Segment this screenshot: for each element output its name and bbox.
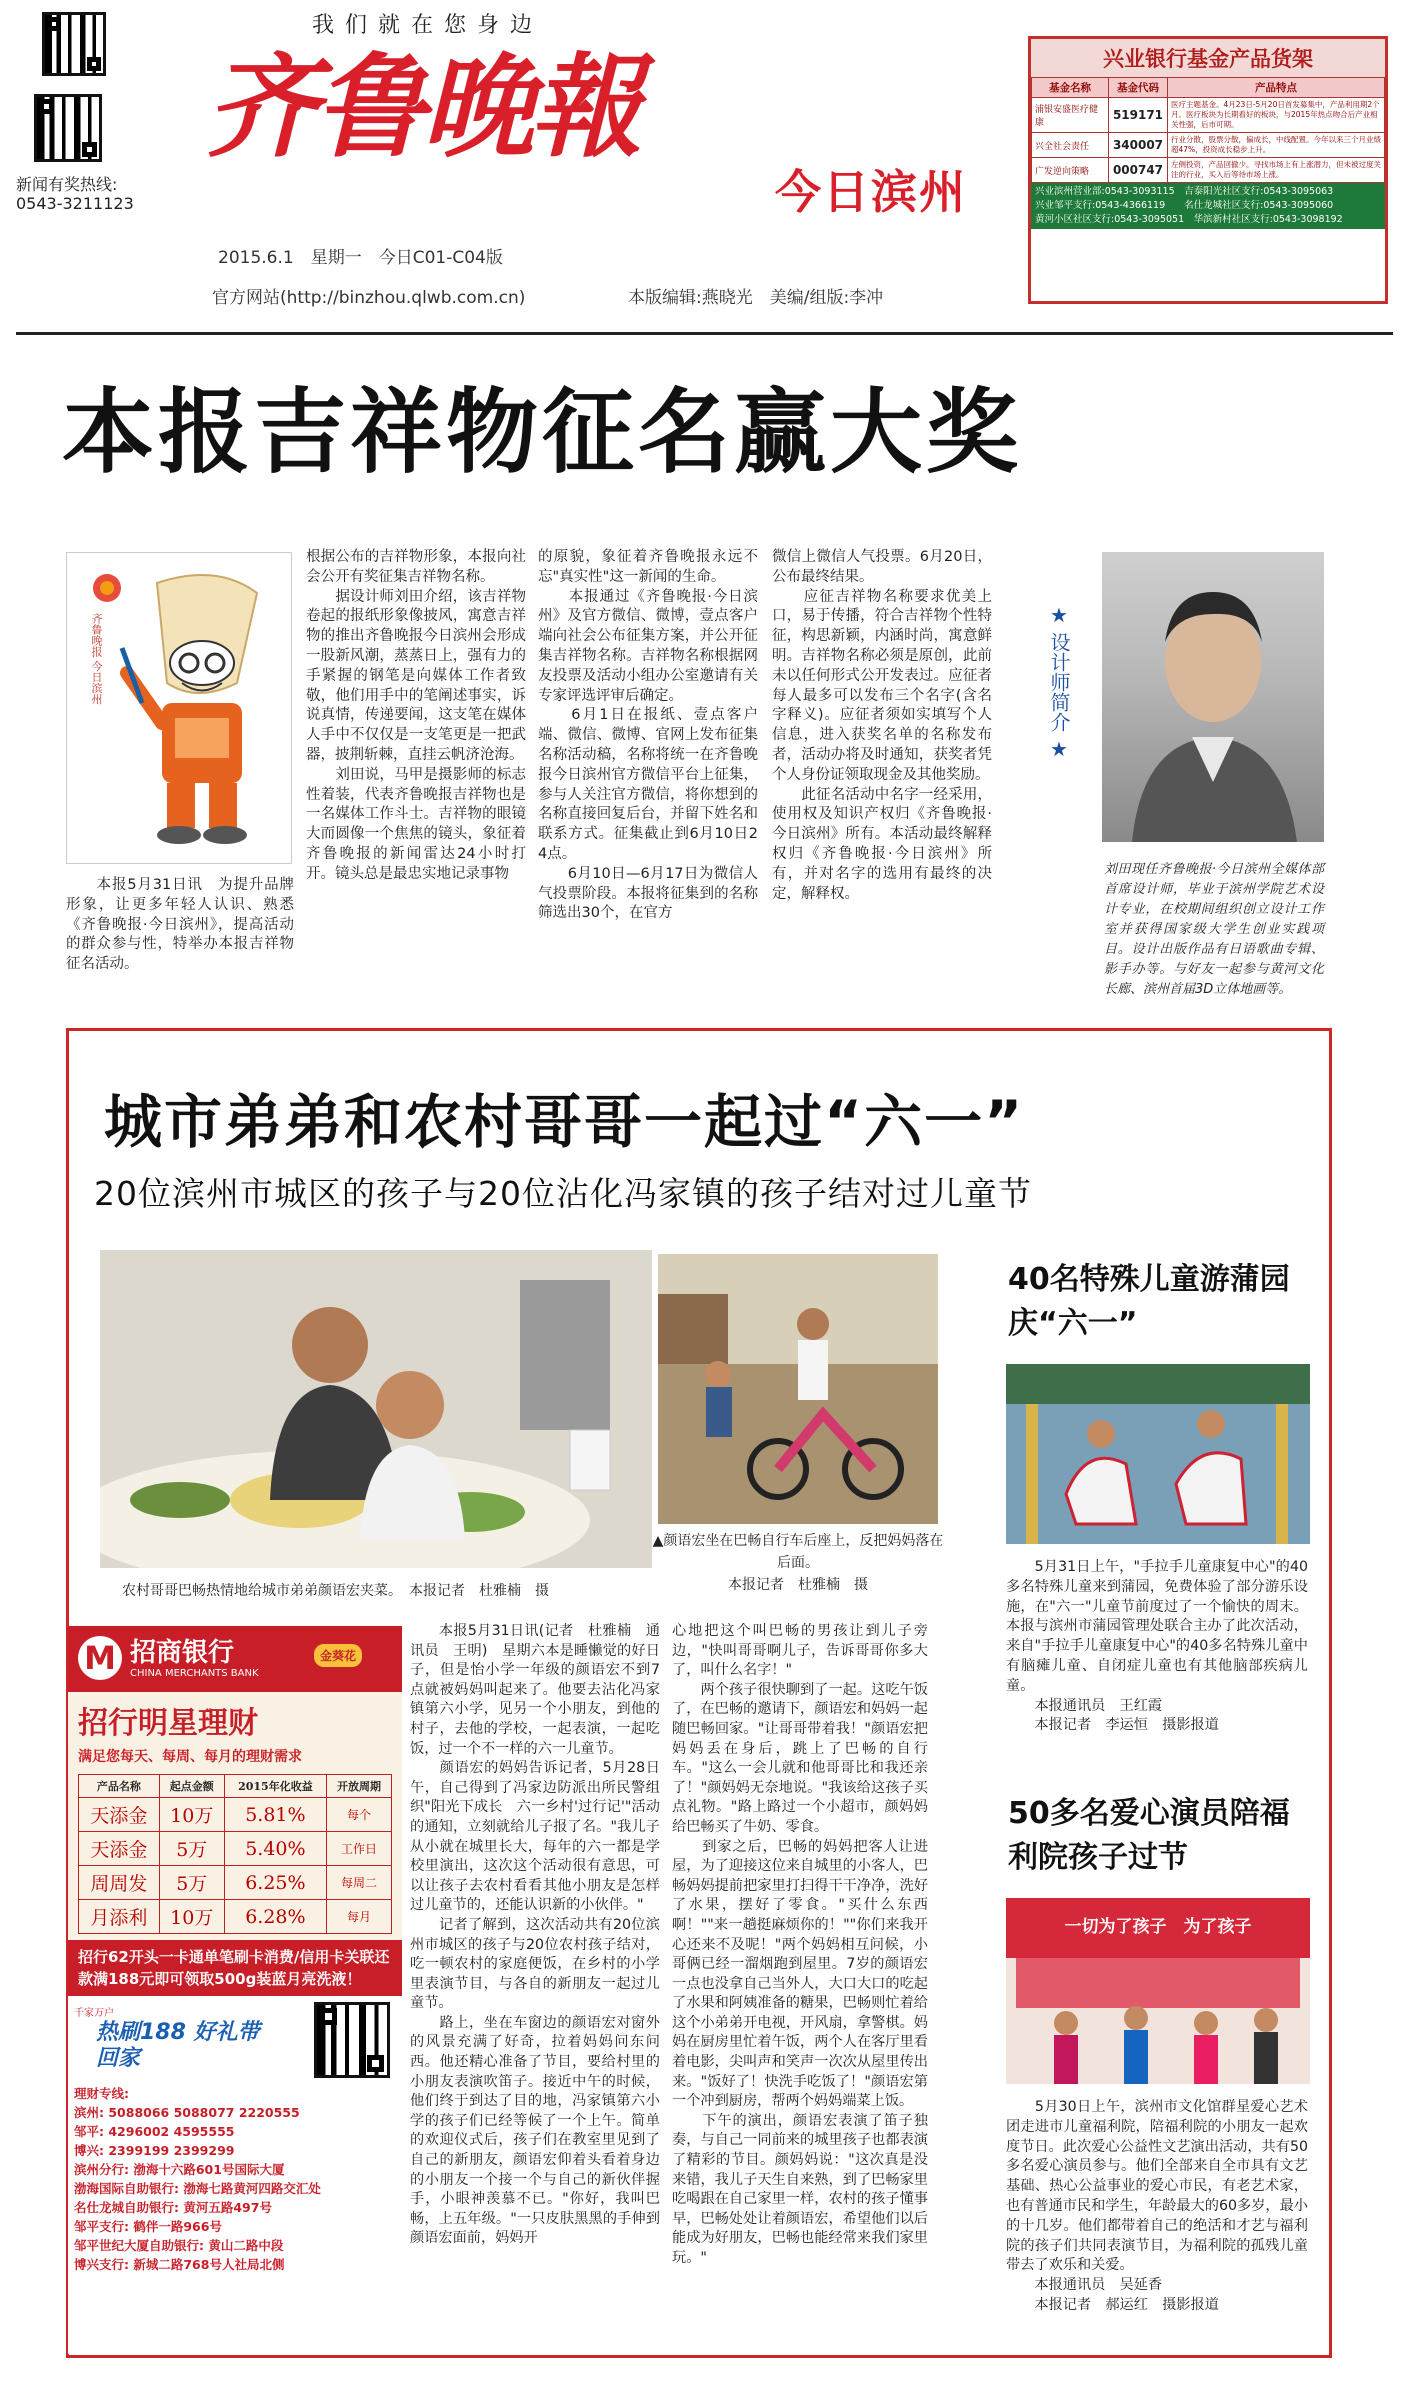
cmb-bank-name: 招商银行 xyxy=(130,1638,235,1668)
photo2-caption: ▲颜语宏坐在巴畅自行车后座上，反把妈妈落在后面。 本报记者 杜雅楠 摄 xyxy=(652,1533,944,1593)
designer-figure xyxy=(1102,552,1324,842)
table-row xyxy=(79,1832,392,1866)
designer-label: 设计师简介 xyxy=(1047,632,1071,732)
newspaper-logo: 齐鲁晚報 xyxy=(206,42,638,173)
contact-line: 邹平: 4296002 4595555 xyxy=(74,2124,235,2139)
subheadline-children: 20位滨州市城区的孩子与20位沾化冯家镇的孩子结对过儿童节 xyxy=(94,1174,1032,1213)
bank-branches xyxy=(1031,183,1385,229)
cmb-yield: 6.25% xyxy=(224,1866,326,1900)
cmb-period: 工作日 xyxy=(327,1832,392,1866)
sidebar2-headline: 50多名爱心演员陪福利院孩子过节 xyxy=(1008,1796,1290,1875)
cmb-header-name: 产品名称 xyxy=(79,1775,160,1798)
photo-kids-eating xyxy=(100,1250,652,1568)
table-row xyxy=(79,1900,392,1934)
contact-line: 邹平支行: 鹤伴一路966号 xyxy=(74,2219,222,2234)
table-row xyxy=(79,1798,392,1832)
branch-line: 兴业滨州营业部:0543-3093115 吉泰阳光社区支行:0543-3095063 xyxy=(1035,186,1334,197)
headline-children: 城市弟弟和农村哥哥一起过“六一” xyxy=(104,1088,1025,1156)
contact-line: 渤海国际自助银行: 渤海七路黄河四路交汇处 xyxy=(74,2181,321,2196)
bank-ad-title: 兴业银行基金产品货架 xyxy=(1031,39,1385,77)
qr-code-bottom xyxy=(34,94,102,162)
cmb-product-table xyxy=(78,1774,392,1934)
star-icon: ★ xyxy=(1050,737,1068,761)
sidebar1-headline: 40名特殊儿童游蒲园庆“六一” xyxy=(1008,1262,1290,1341)
fund-row xyxy=(1032,98,1385,133)
cmb-product: 周周发 xyxy=(79,1866,160,1900)
headline-mascot: 本报吉祥物征名赢大奖 xyxy=(62,379,1023,486)
fund-code: 000747 xyxy=(1109,158,1168,183)
story1-col2: 的原貌，象征着齐鲁晚报永远不忘"真实性"这一新闻的生命。 本报通过《齐鲁晚报·今日滨州》及官方微信、微博，壹点客户端向社会公布征集方案，并公开征集吉祥物名称。吉祥物名称根据网友投票及活动小组办公室邀请有关专家评选评审后确定。 6月1日在报纸、壹点客户端、微信、微博、官网上发布征集名称活动稿，名称将统一在齐鲁晚报今日滨州官方微信平台上征集，参与人关注官方微信，将你想到的名称直接回复后台，并留下姓名和联系方式。征集截止到6月10日24点。 6月10日—6月17日为微信人气投票阶段。本报将征集到的名称筛选出30个，在官方 xyxy=(538,549,758,922)
designer-photo xyxy=(1102,552,1324,842)
editors-line: 本版编辑:燕晓光 美编/组版:李冲 xyxy=(628,288,884,308)
contact-line: 理财专线: xyxy=(74,2086,129,2101)
fund-name: 广发逆向策略 xyxy=(1032,158,1109,183)
cmb-yield: 5.81% xyxy=(224,1798,326,1832)
hotline-label: 新闻有奖热线: xyxy=(16,175,118,194)
cmb-header-yield: 2015年化收益 xyxy=(224,1775,326,1798)
cmb-amount: 10万 xyxy=(159,1900,224,1934)
story2-col1: 本报5月31日讯(记者 杜雅楠 通讯员 王明) 星期六本是睡懒觉的好日子，但是怡小学一年级的颜语宏不到7点就被妈妈叫起来了。他要去沾化冯家镇第六小学，见另一个小朋友，到他的村子，去他的学校，一起表演，一起吃饭，过一个不一样的六一儿童节。 颜语宏的妈妈告诉记者，5月28日午，自己得到了冯家边防派出所民警组织"阳光下成长 六一乡村'过行记'"活动的通知，立刻就给儿子报了名。"我儿子从小就在城里长大，每年的六一都是学校里演出，这次这个活动很有意思，可以让孩子去农村看看其他小朋友是怎样过儿童节的，还能认识新的小伙伴。" 记者了解到，这次活动共有20位滨州市城区的孩子与20位农村孩子结对，吃一顿农村的家庭便饭，在乡村的小学里表演节目，与各自的新朋友一起过儿童节。 路上，坐在车窗边的颜语宏对窗外的风景充满了好奇，拉着妈妈问东问西。他还精心准备了节目，要给村里的小朋友表演吹笛子。接近中午的时候，他们终于到达了目的地，冯家镇第六小学的孩子们已经等候了一个上午。简单的欢迎仪式后，孩子们在教室里见到了自己的新朋友，颜语宏仰着头看着身边的小朋友一个接一个与自己的新伙伴握手，小眼神羡慕不已。"你好，我叫巴畅，上五年级。"一只皮肤黑黑的手伸到颜语宏面前，妈妈开 xyxy=(410,1623,660,2247)
fund-table xyxy=(1031,77,1385,183)
story1-lead: 本报5月31日讯 为提升品牌形象，让更多年轻人认识、熟悉《齐鲁晚报·今日滨州》，提高活动的群众参与性，特举办本报吉祥物征名活动。 xyxy=(66,877,294,973)
photo-bicycle xyxy=(658,1254,938,1524)
bicycle-scene xyxy=(658,1254,938,1524)
fund-code: 519171 xyxy=(1109,98,1168,133)
designer-bio: 刘田现任齐鲁晚报·今日滨州全媒体部首席设计师，毕业于滨州学院艺术设计专业，在校期间组织创立设计工作室并获得国家级大学生创业实践项目。设计出版作品有日语歌曲专辑、影手办等。与好友一起参与黄河文化长廊、滨州首届3D立体地画等。 xyxy=(1104,862,1324,997)
kids-eating-scene xyxy=(100,1250,652,1568)
branch-line: 兴业邹平支行:0543-4366119 名仕龙城社区支行:0543-3095060 xyxy=(1035,200,1334,211)
qr-code-top xyxy=(42,12,106,76)
fund-name: 浦银安盛医疗健康 xyxy=(1032,98,1109,133)
fund-desc: 行业分散，股票分散，偏成长，中线配置。今年以来三个月业绩超47%，投资成长稳步上升。 xyxy=(1168,133,1385,158)
contact-line: 博兴支行: 新城二路768号人社局北侧 xyxy=(74,2257,285,2272)
cmb-product: 天添金 xyxy=(79,1832,160,1866)
sunflower-badge: 金葵花 xyxy=(314,1644,362,1667)
cmb-card-text: 热刷188 好礼带回家 xyxy=(96,2020,260,2071)
cmb-logo-icon: M xyxy=(78,1636,122,1680)
masthead-divider xyxy=(16,332,1393,335)
cmb-amount: 5万 xyxy=(159,1832,224,1866)
cmb-product: 月添利 xyxy=(79,1900,160,1934)
table-row xyxy=(79,1866,392,1900)
fund-header-name: 基金名称 xyxy=(1032,78,1109,98)
star-icon: ★ xyxy=(1050,603,1068,627)
contact-line: 邹平世纪大厦自助银行: 黄山二路中段 xyxy=(74,2238,284,2253)
cmb-ad-title: 招行明星理财 xyxy=(78,1706,258,1741)
contact-line: 博兴: 2399199 2399299 xyxy=(74,2143,235,2158)
mascot-logo-text: 齐鲁晚报 今日滨州 xyxy=(90,613,103,705)
cmb-card-tag: 千家万户 xyxy=(74,2008,114,2019)
fund-code: 340007 xyxy=(1109,133,1168,158)
cmb-yield: 6.28% xyxy=(224,1900,326,1934)
cmb-ad-body xyxy=(68,1692,402,1940)
edition-name: 今日滨州 xyxy=(775,165,967,219)
carousel-scene xyxy=(1006,1364,1310,1544)
mascot-figure xyxy=(67,553,291,863)
website-link[interactable]: 官方网站(http://binzhou.qlwb.com.cn) xyxy=(212,288,526,308)
cmb-period: 每月 xyxy=(327,1900,392,1934)
date-line: 2015.6.1 星期一 今日C01-C04版 xyxy=(218,248,503,268)
cmb-amount: 10万 xyxy=(159,1798,224,1832)
contact-line: 滨州: 5088066 5088077 2220555 xyxy=(74,2105,300,2120)
mascot-image xyxy=(66,552,292,864)
photo-performers xyxy=(1006,1898,1310,2084)
cmb-ad-header xyxy=(68,1626,402,1692)
sidebar2-body: 5月30日上午，滨州市文化馆群星爱心艺术团走进市儿童福利院，陪福利院的小朋友一起欢度节日。此次爱心公益性文艺演出活动，共有50多名爱心演员参与。他们全部来自全市具有文艺基础、热心公益事业的爱心市民，有老艺术家，也有普通市民和学生，年龄最大的60多岁，最小的十几岁。他们都带着自己的绝活和才艺与福利院的孩子们共同表演节目，为福利院的孤残儿童带去了欢乐和关爱。 本报通讯员 吴延香 本报记者 郝运红 摄影报道 xyxy=(1006,2099,1308,2313)
cmb-yield: 5.40% xyxy=(224,1832,326,1866)
cmb-contacts xyxy=(68,2082,402,2276)
branch-line: 黄河小区社区支行:0543-3095051 华滨新村社区支行:0543-3098192 xyxy=(1035,214,1343,225)
cmb-bank-en: CHINA MERCHANTS BANK xyxy=(130,1668,259,1679)
cmb-header-period: 开放周期 xyxy=(327,1775,392,1798)
bank-fund-ad xyxy=(1028,36,1388,304)
photo1-caption: 农村哥哥巴畅热情地给城市弟弟颜语宏夹菜。 本报记者 杜雅楠 摄 xyxy=(122,1583,549,1599)
cmb-amount: 5万 xyxy=(159,1866,224,1900)
contact-line: 滨州分行: 渤海十六路601号国际大厦 xyxy=(74,2162,285,2177)
cmb-header-amount: 起点金额 xyxy=(159,1775,224,1798)
cmb-card-banner xyxy=(68,1996,402,2082)
fund-desc: 医疗主题基金。4月23日-5月20日首发募集中，产品利用期2个月。医疗板块为长期看好的板块，与2015年热点吻合后产业相关性强，后市可期。 xyxy=(1168,98,1385,133)
cmb-period: 每周二 xyxy=(327,1866,392,1900)
cmb-promo: 招行62开头一卡通单笔刷卡消费/信用卡关联还款满188元即可领取500g装蓝月亮洗液！ xyxy=(68,1940,402,1996)
fund-name: 兴全社会责任 xyxy=(1032,133,1109,158)
hotline xyxy=(16,175,134,213)
cmb-ad-subtitle: 满足您每天、每周、每月的理财需求 xyxy=(78,1749,302,1765)
photo-carousel xyxy=(1006,1364,1310,1544)
slogan: 我 们 就 在 您 身 边 xyxy=(312,13,534,38)
sidebar1-body: 5月31日上午，"手拉手儿童康复中心"的40多名特殊儿童来到蒲园，免费体验了部分游乐设施，在"六一"儿童节前度过了一个愉快的周末。本报与滨州市蒲园管理处联合主办了此次活动，来自"手拉手儿童康复中心"的40多名特殊儿童中有脑瘫儿童、自闭症儿童也有其他脑部疾病儿童。 本报通讯员 王红霞 本报记者 李运恒 摄影报道 xyxy=(1006,1559,1308,1734)
story1-col3: 微信上微信人气投票。6月20日，公布最终结果。 应征吉祥物名称要求优美上口，易于传播，符合吉祥物个性特征，构思新颖，内涵时尚，寓意鲜明。吉祥物名称必须是原创，此前未以任何形式公开发表过。应征者每人最多可以发布三个名字(含名字释义)。应征者须如实填写个人信息，进入获奖名单的名称发布者，活动办将及时通知，获奖者凭个人身份证领取现金及其他奖励。 此征名活动中名字一经采用，使用权及知识产权归《齐鲁晚报·今日滨州》所有。本活动最终解释权归《齐鲁晚报·今日滨州》所有，并对名字的选用有最终的决定，解释权。 xyxy=(772,549,992,902)
fund-desc: 左侧投资，产品回撤少。寻找市场上有上涨潜力，但未被过度关注的行业，买入后等待市场上涨。 xyxy=(1168,158,1385,183)
cmb-ad xyxy=(68,1626,402,2354)
story1-col1: 根据公布的吉祥物形象，本报向社会公开有奖征集吉祥物名称。 据设计师刘田介绍，该吉祥物卷起的报纸形象像披风，寓意吉祥物的推出齐鲁晚报今日滨州会形成一股新风潮，蒸蒸日上，强有力的手紧握的钢笔是向媒体工作者致敬，他们用手中的笔阐述事实，诉说真情，传递要闻，这支笔在媒体人手中不仅仅是一支笔更是一把武器，披荆斩棘，直挂云帆济沧海。 刘田说，马甲是摄影师的标志性着装，代表齐鲁晚报吉祥物也是一名媒体工作斗士。吉祥物的眼镜大而圆像一个焦焦的镜头，象征着齐鲁晚报的新闻雷达24小时打开。镜头总是最忠实地记录事物 xyxy=(306,549,526,882)
contact-line: 名仕龙城自助银行: 黄河五路497号 xyxy=(74,2200,272,2215)
designer-label-box xyxy=(1046,602,1072,762)
fund-row xyxy=(1032,133,1385,158)
fund-row xyxy=(1032,158,1385,183)
fund-header-desc: 产品特点 xyxy=(1168,78,1385,98)
cmb-product: 天添金 xyxy=(79,1798,160,1832)
cmb-period: 每个 xyxy=(327,1798,392,1832)
story2-col2: 心地把这个叫巴畅的男孩让到儿子旁边，"快叫哥哥啊儿子，告诉哥哥你多大了，叫什么名字！" 两个孩子很快聊到了一起。这吃午饭了，在巴畅的邀请下，颜语宏和妈妈一起随巴畅回家。"让哥哥带着我！"颜语宏把妈妈丢在身后，跳上了巴畅的自行车。"这么一会儿就和他哥哥比和我还亲了！"颜妈妈无奈地说。"我该给这孩子买点礼物。"路上路过一个小超市，颜妈妈给巴畅买了牛奶、零食。 到家之后，巴畅的妈妈把客人让进屋，为了迎接这位来自城里的小客人，巴畅妈妈提前把家里打扫得干干净净，洗好了水果，摆好了零食。"买什么东西啊！""来一趟挺麻烦你的！""你们来我开心还来不及呢！"两个妈妈相互问候，小哥俩已经一溜烟跑到屋里。7岁的颜语宏一点也没拿自己当外人，大口大口的吃起了水果和阿姨准备的糖果，巴畅则忙着给这个小弟弟开电视，开风扇，拿警棋。妈妈在厨房里忙着午饭，两个人在客厅里看着电影，尖叫声和笑声一次次从屋里传出来。"饭好了！快洗手吃饭了！"颜语宏第一个冲到厨房，帮两个妈妈端菜上饭。 下午的演出，颜语宏表演了笛子独奏，与自己一同前来的城里孩子也都表演了精彩的节目。颜妈妈说："这次真是没来错，我儿子天生自来熟，到了巴畅家里吃喝跟在自己家里一样，农村的孩子懂事早，巴畅处处让着颜语宏，希望他们以后能成为好朋友，巴畅也能经常来我们家里玩。" xyxy=(672,1623,928,2266)
fund-header-code: 基金代码 xyxy=(1109,78,1168,98)
cmb-qr-code xyxy=(314,2002,390,2078)
hotline-number: 0543-3211123 xyxy=(16,194,134,213)
performers-banner: 一切为了孩子 为了孩子 xyxy=(1064,1917,1252,1937)
